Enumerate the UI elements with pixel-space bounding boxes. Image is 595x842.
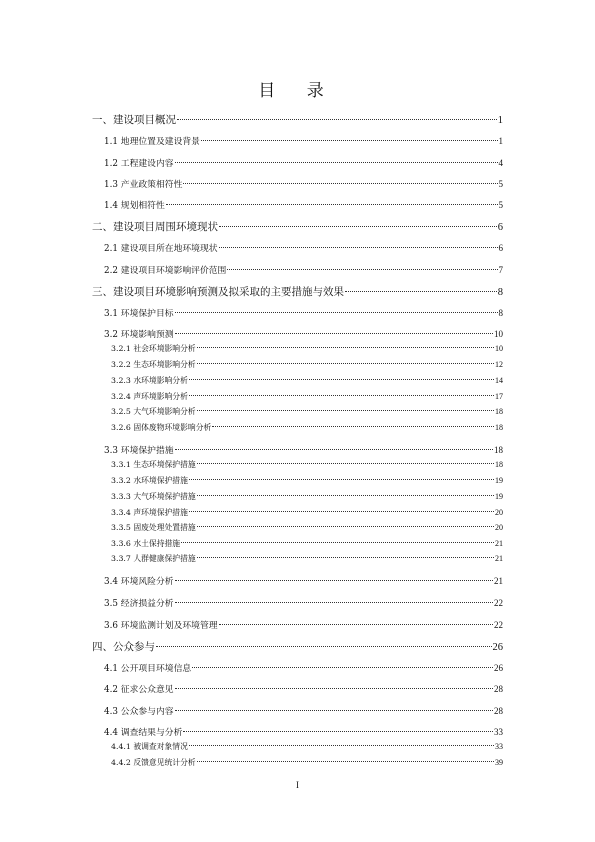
dot-leader: [183, 731, 493, 732]
dot-leader: [177, 119, 497, 120]
toc-entry-page: 5: [498, 200, 503, 210]
dot-leader: [197, 495, 494, 496]
toc-entry-page: 19: [495, 476, 503, 485]
dot-leader: [197, 557, 494, 558]
dot-leader: [183, 183, 497, 184]
toc-entry[interactable]: [104, 241, 503, 254]
toc-entry-page: 5: [498, 179, 503, 189]
toc-entry[interactable]: [111, 375, 503, 386]
toc-entry-page: 22: [494, 620, 503, 630]
toc-entry-label: 1.2 工程建设内容: [104, 159, 174, 169]
toc-entry[interactable]: [111, 422, 503, 433]
toc-entry[interactable]: [104, 156, 503, 169]
toc-entry[interactable]: [111, 553, 503, 564]
toc-entry[interactable]: [104, 134, 503, 147]
toc-entry-page: 39: [495, 758, 503, 767]
toc-entry-label: 4.3 公众参与内容: [104, 707, 174, 717]
dot-leader: [175, 162, 498, 163]
toc-entry-page: 19: [495, 492, 503, 501]
dot-leader: [166, 204, 498, 205]
toc-entry-label: 四、公众参与: [92, 641, 155, 653]
toc-entry[interactable]: [104, 443, 503, 456]
toc-entry-label: 3.3.6 水土保持措施: [111, 539, 181, 548]
toc-entry[interactable]: [104, 725, 503, 738]
toc-entry[interactable]: [111, 459, 503, 470]
dot-leader: [197, 463, 494, 464]
toc-entry-label: 3.1 环境保护目标: [104, 309, 174, 319]
toc-entry[interactable]: [111, 522, 503, 533]
page-number: I: [296, 780, 299, 790]
toc-entry-page: 10: [495, 344, 503, 353]
toc-entry-label: 3.2.3 水环境影响分析: [111, 376, 188, 385]
toc-entry-page: 33: [494, 727, 503, 737]
toc-entry-page: 1: [498, 136, 503, 146]
toc-entry[interactable]: [92, 219, 503, 234]
toc-entry-label: 4.2 征求公众意见: [104, 685, 174, 695]
dot-leader: [197, 526, 494, 527]
dot-leader: [189, 511, 494, 512]
page-title: 目 录: [258, 81, 337, 101]
toc-entry[interactable]: [104, 682, 503, 695]
dot-leader: [212, 426, 494, 427]
dot-leader: [156, 646, 492, 647]
dot-leader: [175, 688, 493, 689]
toc-entry-label: 三、建设项目环境影响预测及拟采取的主要措施与效果: [92, 286, 344, 298]
toc-entry-page: 8: [497, 287, 503, 298]
dot-leader: [189, 395, 494, 396]
toc-entry-label: 3.3.7 人群健康保护措施: [111, 554, 196, 563]
toc-entry-label: 3.6 环境监测计划及环境管理: [104, 621, 218, 631]
toc-entry-page: 18: [495, 460, 503, 469]
toc-entry-label: 3.3.5 固废处理处置措施: [111, 523, 196, 532]
dot-leader: [175, 333, 493, 334]
toc-entry-page: 22: [494, 598, 503, 608]
toc-entry-label: 3.4 环境风险分析: [104, 577, 174, 587]
dot-leader: [192, 667, 493, 668]
toc-entry-page: 7: [498, 265, 503, 275]
toc-entry-page: 18: [495, 423, 503, 432]
toc-entry-page: 20: [495, 508, 503, 517]
toc-entry[interactable]: [111, 343, 503, 354]
toc-entry[interactable]: [111, 538, 503, 549]
toc-entry-page: 26: [492, 642, 503, 653]
toc-entry-label: 3.3.3 大气环境保护措施: [111, 492, 196, 501]
toc-entry[interactable]: [111, 406, 503, 417]
toc-entry-label: 3.3.4 声环境保护措施: [111, 508, 188, 517]
dot-leader: [175, 580, 493, 581]
toc-entry-page: 6: [498, 243, 503, 253]
toc-entry[interactable]: [104, 198, 503, 211]
toc-entry-label: 2.2 建设项目环境影响评价范围: [104, 266, 227, 276]
toc-entry-label: 1.1 地理位置及建设背景: [104, 137, 200, 147]
toc-entry-label: 3.2.6 固体废物环境影响分析: [111, 423, 212, 432]
dot-leader: [175, 602, 493, 603]
toc-entry[interactable]: [104, 574, 503, 587]
toc-entry-page: 21: [495, 554, 503, 563]
toc-entry-label: 3.3.2 水环境保护措施: [111, 476, 188, 485]
toc-entry-page: 28: [494, 684, 503, 694]
toc-entry-page: 33: [495, 742, 503, 751]
toc-entry-label: 3.3.1 生态环境保护措施: [111, 460, 196, 469]
toc-entry[interactable]: [111, 491, 503, 502]
dot-leader: [227, 269, 497, 270]
toc-entry[interactable]: [104, 177, 503, 190]
toc-entry-label: 3.2.5 大气环境影响分析: [111, 407, 196, 416]
toc-entry-label: 4.1 公开项目环境信息: [104, 664, 192, 674]
toc-entry-label: 4.4.1 被调查对象情况: [111, 742, 188, 751]
toc-entry-label: 3.3 环境保护措施: [104, 446, 174, 456]
dot-leader: [197, 347, 494, 348]
toc-entry[interactable]: [92, 284, 503, 299]
toc-entry[interactable]: [104, 327, 503, 340]
dot-leader: [201, 140, 498, 141]
toc-entry-label: 2.1 建设项目所在地环境现状: [104, 244, 218, 254]
toc-entry[interactable]: [111, 359, 503, 370]
toc-entry-label: 3.2 环境影响预测: [104, 330, 174, 340]
dot-leader: [219, 226, 497, 227]
toc-entry-page: 14: [495, 376, 503, 385]
toc-entry-page: 4: [498, 158, 503, 168]
toc-entry-page: 21: [495, 539, 503, 548]
toc-entry-page: 18: [494, 445, 503, 455]
toc-entry[interactable]: [104, 661, 503, 674]
toc-entry[interactable]: [111, 741, 503, 752]
dot-leader: [175, 710, 493, 711]
toc-entry-label: 3.5 经济损益分析: [104, 599, 174, 609]
toc-entry[interactable]: [111, 391, 503, 402]
toc-entry-label: 二、建设项目周围环境现状: [92, 221, 218, 233]
toc-entry-page: 10: [494, 329, 503, 339]
toc-entry[interactable]: [104, 306, 503, 319]
toc-entry[interactable]: [104, 263, 503, 276]
toc-entry-label: 4.4 调查结果与分析: [104, 728, 183, 738]
toc-entry-page: 18: [495, 407, 503, 416]
toc-entry[interactable]: [104, 618, 503, 631]
dot-leader: [345, 291, 497, 292]
toc-entry-label: 4.4.2 反馈意见统计分析: [111, 758, 196, 767]
dot-leader: [175, 312, 498, 313]
toc-entry-page: 20: [495, 523, 503, 532]
dot-leader: [219, 247, 498, 248]
toc-entry-label: 1.4 规划相符性: [104, 201, 165, 211]
toc-entry[interactable]: [111, 757, 503, 768]
toc-entry[interactable]: [92, 112, 503, 127]
toc-entry-page: 17: [495, 392, 503, 401]
toc-entry[interactable]: [104, 596, 503, 609]
toc-entry-page: 8: [498, 308, 503, 318]
toc-entry-page: 26: [494, 663, 503, 673]
toc-entry-page: 28: [494, 706, 503, 716]
toc-entry[interactable]: [92, 639, 503, 654]
toc-entry-page: 6: [497, 222, 503, 233]
toc-entry-label: 3.2.2 生态环境影响分析: [111, 360, 196, 369]
toc-entry[interactable]: [104, 704, 503, 717]
dot-leader: [197, 363, 494, 364]
toc-entry-page: 1: [497, 115, 503, 126]
toc-entry-page: 12: [495, 360, 503, 369]
dot-leader: [219, 624, 493, 625]
toc-entry[interactable]: [111, 507, 503, 518]
dot-leader: [189, 745, 494, 746]
dot-leader: [197, 410, 494, 411]
toc-entry-label: 3.2.4 声环境影响分析: [111, 392, 188, 401]
toc-entry-label: 一、建设项目概况: [92, 114, 176, 126]
dot-leader: [189, 379, 494, 380]
toc-entry-label: 1.3 产业政策相符性: [104, 180, 183, 190]
dot-leader: [181, 542, 494, 543]
toc-entry-page: 21: [494, 576, 503, 586]
dot-leader: [197, 761, 494, 762]
dot-leader: [189, 479, 494, 480]
dot-leader: [175, 449, 493, 450]
toc-entry-label: 3.2.1 社会环境影响分析: [111, 344, 196, 353]
toc-entry[interactable]: [111, 475, 503, 486]
